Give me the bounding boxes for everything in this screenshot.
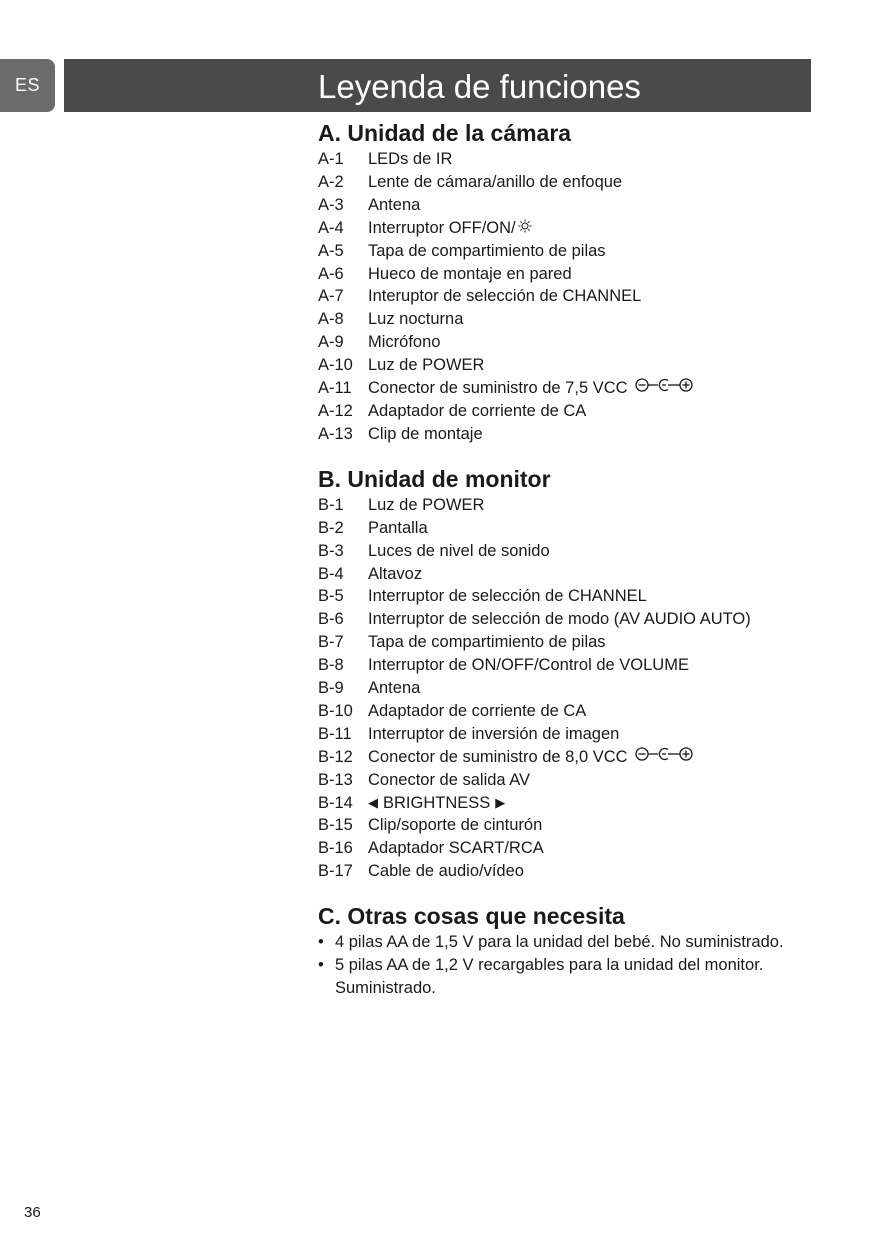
item-code: B-13: [318, 770, 353, 789]
bullet-dot: •: [318, 956, 324, 975]
item-label: Pantalla: [368, 518, 428, 537]
item-label-wrap: [368, 585, 647, 608]
title-bar: [64, 59, 811, 112]
item-label: Cable de audio/vídeo: [368, 862, 524, 881]
item-label: Interruptor de selección de CHANNEL: [368, 587, 647, 606]
item-label-wrap: [368, 814, 542, 837]
section-heading-a: A. Unidad de la cámara: [318, 120, 572, 146]
language-code: ES: [14, 75, 40, 95]
item-label: Interuptor de selección de CHANNEL: [368, 287, 642, 306]
item-label-wrap: [368, 171, 622, 194]
list-item: [318, 240, 818, 263]
list-item: [318, 400, 818, 423]
list-item: [318, 563, 818, 586]
item-label-wrap: [368, 517, 428, 540]
item-label: Clip/soporte de cinturón: [368, 816, 543, 835]
item-code: B-11: [318, 724, 352, 743]
sun-icon: [518, 219, 532, 233]
item-label-wrap: [368, 148, 452, 171]
list-item: [318, 677, 818, 700]
section-camera-unit: [318, 118, 818, 446]
item-label-wrap: [368, 354, 484, 377]
item-label-wrap: [368, 677, 420, 700]
list-item: [318, 837, 818, 860]
arrow-left-icon: ◀: [368, 794, 378, 810]
item-code: B-12: [318, 747, 353, 766]
item-code: B-1: [318, 495, 344, 514]
list-item: [318, 423, 818, 446]
item-label: Conector de suministro de 8,0 VCC: [368, 747, 628, 766]
item-code: B-3: [318, 541, 344, 560]
list-item: [318, 631, 818, 654]
item-label: Tapa de compartimiento de pilas: [368, 241, 606, 260]
bullet-item: [318, 954, 818, 1000]
list-item: [318, 517, 818, 540]
list-item: [318, 377, 818, 400]
bullet-dot: •: [318, 933, 324, 952]
list-item: [318, 860, 818, 883]
item-label-wrap: [368, 308, 463, 331]
list-item: [318, 585, 818, 608]
list-item: [318, 700, 818, 723]
item-code: A-10: [318, 356, 353, 375]
item-label-wrap: [368, 746, 694, 769]
item-label: Luz de POWER: [368, 356, 485, 375]
item-label: LEDs de IR: [368, 150, 453, 168]
item-label-wrap: [368, 654, 689, 677]
list-item: [318, 171, 818, 194]
item-code: A-7: [318, 287, 344, 306]
item-code: B-9: [318, 679, 344, 698]
section-other-needs: [318, 901, 818, 1000]
item-label: Interruptor de ON/OFF/Control de VOLUME: [368, 656, 689, 675]
item-code: A-5: [318, 241, 344, 260]
list-item: [318, 494, 818, 517]
content: [318, 118, 818, 1000]
item-label-wrap: [368, 263, 572, 286]
list-item: [318, 608, 818, 631]
page-number: 36: [24, 1204, 41, 1221]
list-item: [318, 148, 818, 171]
item-label: Micrófono: [368, 333, 441, 352]
item-label-wrap: [368, 837, 544, 860]
dc-polarity-icon: [634, 746, 694, 762]
language-tab: [0, 59, 55, 112]
item-code: B-14: [318, 793, 353, 812]
list-item: [318, 654, 818, 677]
item-label-wrap: [368, 494, 484, 517]
item-code: A-3: [318, 195, 344, 214]
item-label: Lente de cámara/anillo de enfoque: [368, 172, 623, 191]
item-code: A-9: [318, 333, 344, 352]
list-item: [318, 194, 818, 217]
item-code: B-10: [318, 701, 353, 720]
item-label-wrap: [368, 540, 550, 563]
item-list-b: [318, 494, 818, 883]
item-code: A-11: [318, 379, 352, 398]
dc-polarity-icon-wrap: [634, 746, 694, 769]
item-label: Hueco de montaje en pared: [368, 264, 572, 283]
item-code: A-8: [318, 310, 344, 329]
item-label: BRIGHTNESS: [383, 793, 491, 812]
item-label-wrap: [368, 400, 586, 423]
item-label: Altavoz: [368, 564, 423, 583]
item-code: A-6: [318, 264, 344, 283]
item-label: Antena: [368, 195, 421, 214]
list-item: [318, 814, 818, 837]
item-label: Luz de POWER: [368, 495, 485, 514]
item-label-wrap: [368, 792, 505, 815]
section-monitor-unit: [318, 464, 818, 883]
dc-polarity-icon-wrap: [634, 377, 694, 400]
item-label: Interruptor OFF/ON/: [368, 218, 516, 237]
section-heading-c: C. Otras cosas que necesita: [318, 903, 625, 930]
list-item: [318, 217, 818, 240]
item-label: Adaptador SCART/RCA: [368, 839, 544, 858]
item-label-wrap: [368, 240, 606, 263]
item-label: Luz nocturna: [368, 310, 464, 329]
item-label: Clip de montaje: [368, 424, 483, 443]
dc-polarity-icon: [634, 377, 694, 393]
item-code: B-8: [318, 656, 344, 675]
item-code: B-17: [318, 862, 353, 881]
item-label-wrap: [368, 608, 751, 631]
item-label: Adaptador de corriente de CA: [368, 401, 587, 420]
bullet-list-c: [318, 931, 818, 1000]
item-label: Interruptor de inversión de imagen: [368, 724, 620, 743]
item-label: Antena: [368, 679, 421, 698]
item-label-wrap: [368, 723, 619, 746]
list-item: [318, 769, 818, 792]
item-code: A-13: [318, 424, 353, 443]
item-label-wrap: [368, 769, 530, 792]
item-label-wrap: [368, 631, 606, 654]
item-label: Interruptor de selección de modo (AV AUDIO AUTO): [368, 610, 751, 629]
item-label: Luces de nivel de sonido: [368, 541, 550, 560]
item-label-wrap: [368, 700, 586, 723]
item-code: B-4: [318, 564, 344, 583]
sun-icon-wrap: [518, 217, 532, 240]
item-label: Conector de salida AV: [368, 770, 531, 789]
item-label-wrap: [368, 377, 694, 400]
page-title: Leyenda de funciones: [318, 68, 641, 105]
bullet-item: [318, 931, 818, 954]
bullet-text: 5 pilas AA de 1,2 V recargables para la unidad del monitor. Suministrado.: [335, 956, 764, 997]
item-code: A-4: [318, 218, 344, 237]
section-heading-b: B. Unidad de monitor: [318, 465, 551, 492]
item-code: A-1: [318, 150, 344, 168]
list-item: [318, 746, 818, 769]
item-label-wrap: [368, 563, 422, 586]
arrow-right-icon: ▶: [495, 794, 506, 810]
bullet-text: 4 pilas AA de 1,5 V para la unidad del bebé. No suministrado.: [335, 933, 784, 952]
item-label: Adaptador de corriente de CA: [368, 701, 587, 720]
item-code: B-7: [318, 633, 344, 652]
item-label-wrap: [368, 194, 420, 217]
item-code: B-15: [318, 816, 353, 835]
item-label-wrap: [368, 217, 532, 240]
item-label: Conector de suministro de 7,5 VCC: [368, 379, 628, 398]
item-label: Tapa de compartimiento de pilas: [368, 633, 606, 652]
item-list-a: [318, 148, 818, 446]
item-code: B-2: [318, 518, 344, 537]
list-item: [318, 354, 818, 377]
item-label-wrap: [368, 423, 483, 446]
item-label-wrap: [368, 285, 641, 308]
item-code: A-12: [318, 401, 353, 420]
list-item: [318, 331, 818, 354]
item-code: B-16: [318, 839, 353, 858]
list-item: [318, 792, 818, 815]
item-code: B-5: [318, 587, 344, 606]
list-item: [318, 308, 818, 331]
item-code: B-6: [318, 610, 344, 629]
list-item: [318, 723, 818, 746]
list-item: [318, 285, 818, 308]
list-item: [318, 540, 818, 563]
item-label-wrap: [368, 331, 440, 354]
item-label-wrap: [368, 860, 524, 883]
item-code: A-2: [318, 172, 344, 191]
list-item: [318, 263, 818, 286]
